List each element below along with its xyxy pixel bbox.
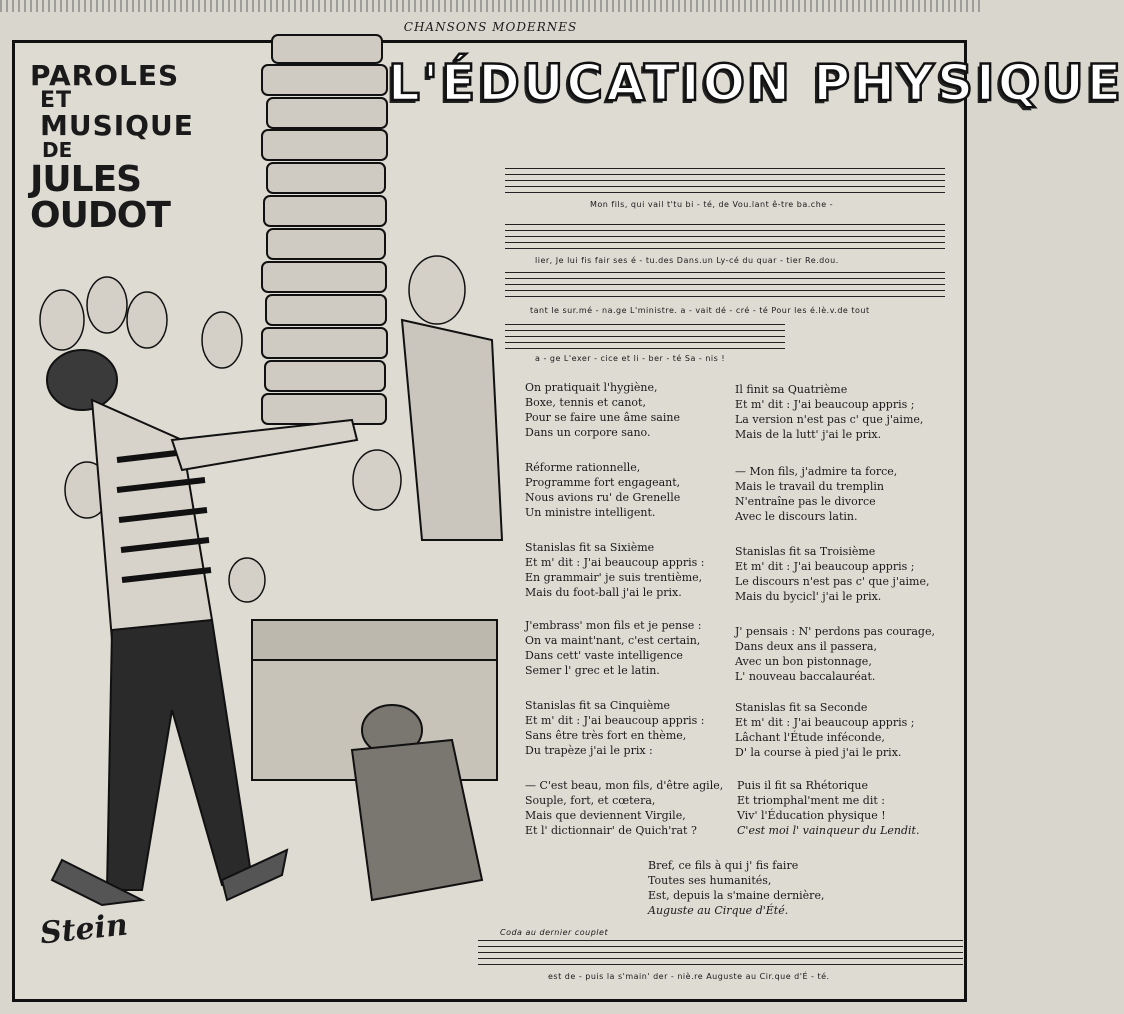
lyric-line: La version n'est pas c' que j'aime, (735, 413, 924, 426)
lyric-line: Réforme rationnelle, (525, 461, 641, 474)
stanza-right-6 (737, 778, 957, 838)
lyric-line: Mais de la lutt' j'ai le prix. (735, 428, 882, 441)
lyric-line: Mais que deviennent Virgile, (525, 809, 686, 822)
lyric-line: Le discours n'est pas c' que j'aime, (735, 575, 930, 588)
lyric-line: Et m' dit : J'ai beaucoup appris ; (735, 560, 915, 573)
stanza-right-1 (735, 382, 955, 442)
stanza-left-1 (525, 380, 745, 440)
credits-line-paroles: PAROLES (30, 59, 180, 92)
stanza-right-5 (735, 700, 955, 760)
credits-block (30, 59, 290, 236)
staff-2-lyrics: lier, Je lui fis fair ses é - tu.des Dans.un Ly-cé du quar - tier Re.dou. (535, 256, 839, 265)
lyric-line: Est, depuis la s'maine dernière, (648, 889, 825, 902)
lyric-line: C'est moi l' vainqueur du Lendit. (737, 824, 920, 837)
credits-line-de: DE (42, 138, 73, 162)
lyric-line: Dans deux ans il passera, (735, 640, 877, 653)
lyric-line: Dans un corpore sano. (525, 426, 651, 439)
lyric-line: Et m' dit : J'ai beaucoup appris : (525, 556, 705, 569)
lyric-line: Et m' dit : J'ai beaucoup appris ; (735, 398, 915, 411)
lyric-line: Stanislas fit sa Sixième (525, 541, 655, 554)
author-name: JULES OUDOT (30, 159, 170, 236)
lyric-line: Il finit sa Quatrième (735, 383, 848, 396)
stanza-left-2 (525, 460, 745, 520)
lyric-line: J' pensais : N' perdons pas courage, (735, 625, 935, 638)
lyric-line: Semer l' grec et le latin. (525, 664, 660, 677)
professor-figure-icon (402, 320, 502, 540)
artist-signature: Stein (38, 907, 130, 952)
stanza-right-3 (735, 544, 955, 604)
lyric-line: En grammair' je suis trentième, (525, 571, 703, 584)
staff-1-lyrics: Mon fils, qui vail t'tu bi - té, de Vou.lant ê-tre ba.che - (590, 200, 834, 209)
lyric-line: — C'est beau, mon fils, d'être agile, (525, 779, 724, 792)
stanza-right-2 (735, 464, 955, 524)
lyric-line: Viv' l'Éducation physique ! (737, 809, 886, 822)
lyric-line: Toutes ses humanités, (648, 874, 772, 887)
song-title: L'ÉDUCATION PHYSIQUE (388, 54, 1124, 112)
lyric-line: D' la course à pied j'ai le prix. (735, 746, 902, 759)
lyric-line: Dans cett' vaste intelligence (525, 649, 683, 662)
music-staff-3 (505, 270, 945, 302)
lyric-line: Stanislas fit sa Cinquième (525, 699, 671, 712)
lyric-line: Lâchant l'Étude inféconde, (735, 731, 885, 744)
stanza-left-3 (525, 540, 745, 600)
lyric-line: J'embrass' mon fils et je pense : (525, 619, 702, 632)
lyric-line: L' nouveau baccalauréat. (735, 670, 876, 683)
lyric-line: N'entraîne pas le divorce (735, 495, 876, 508)
lyric-line: Avec le discours latin. (735, 510, 858, 523)
coda-staff (478, 938, 963, 970)
lyric-line: Mais du bycicl' j'ai le prix. (735, 590, 882, 603)
lyric-line: Et triomphal'ment me dit : (737, 794, 885, 807)
lyric-line: Du trapèze j'ai le prix : (525, 744, 653, 757)
coda-lyrics: est de - puis la s'main' der - niè.re Auguste au Cir.que d'É - té. (548, 972, 830, 981)
lyric-line: — Mon fils, j'admire ta force, (735, 465, 898, 478)
coda-label: Coda au dernier couplet (500, 928, 609, 937)
lyric-line: Et m' dit : J'ai beaucoup appris : (525, 714, 705, 727)
lyric-line: Programme fort engageant, (525, 476, 681, 489)
lyric-line: Pour se faire une âme saine (525, 411, 680, 424)
staff-4-lyrics: a - ge L'exer - cice et li - ber - té Sa - nis ! (535, 354, 726, 363)
top-text-strip (0, 0, 981, 12)
lyric-line: Nous avions ru' de Grenelle (525, 491, 681, 504)
lyric-line: Mais du foot-ball j'ai le prix. (525, 586, 682, 599)
music-staff-4 (505, 322, 785, 354)
lyric-line: Bref, ce fils à qui j' fis faire (648, 859, 799, 872)
stanza-final (648, 858, 868, 918)
lyric-line: Mais le travail du tremplin (735, 480, 884, 493)
lyric-line: Sans être très fort en thème, (525, 729, 687, 742)
lyric-line: Et l' dictionnair' de Quich'rat ? (525, 824, 697, 837)
stanza-left-5 (525, 698, 745, 758)
lyric-line: Avec un bon pistonnage, (735, 655, 872, 668)
lyric-line: Souple, fort, et cœtera, (525, 794, 656, 807)
staff-3-lyrics: tant le sur.mé - na.ge L'ministre. a - vait dé - cré - té Pour les é.lè.v.de tout (530, 306, 870, 315)
credits-line-et: ET (40, 88, 73, 113)
lyric-line: Un ministre intelligent. (525, 506, 656, 519)
lyric-line: Stanislas fit sa Troisième (735, 545, 876, 558)
lyric-line: On va maint'nant, c'est certain, (525, 634, 701, 647)
lyric-line: Boxe, tennis et canot, (525, 396, 646, 409)
credits-line-musique: MUSIQUE (40, 109, 194, 142)
lyric-line: Stanislas fit sa Seconde (735, 701, 868, 714)
section-header: CHANSONS MODERNES (403, 20, 578, 34)
lyric-line: Et m' dit : J'ai beaucoup appris ; (735, 716, 915, 729)
music-staff-1 (505, 166, 945, 198)
stanza-left-4 (525, 618, 745, 678)
lyric-line: Auguste au Cirque d'Été. (648, 904, 789, 917)
lyric-line: On pratiquait l'hygiène, (525, 381, 658, 394)
lyric-line: Puis il fit sa Rhétorique (737, 779, 868, 792)
stanza-left-6 (525, 778, 745, 838)
stanza-right-4 (735, 624, 955, 684)
music-staff-2 (505, 222, 945, 254)
